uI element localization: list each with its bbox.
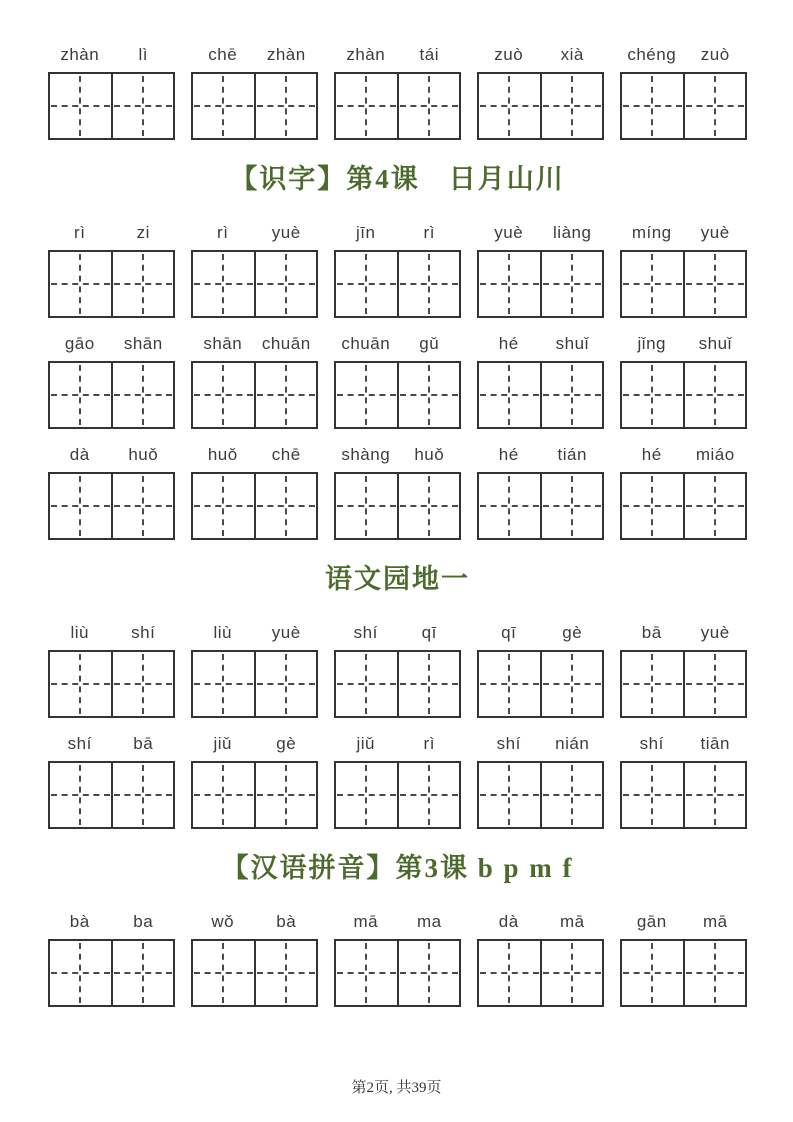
pinyin-label: [48, 44, 175, 66]
grid-cell: [622, 941, 685, 1005]
grid-cell: [685, 474, 746, 538]
grid-cell: [193, 763, 256, 827]
grid-cell: [113, 763, 174, 827]
pinyin-syllable: rì: [423, 734, 435, 753]
word-pair: [620, 222, 747, 318]
grid-cell: [479, 74, 542, 138]
pinyin-syllable: shān: [123, 334, 163, 353]
grid-cell: [113, 474, 174, 538]
writing-grid: [477, 250, 604, 318]
word-pair: [191, 622, 318, 718]
pinyin-label: [477, 444, 604, 466]
writing-grid: [191, 72, 318, 140]
grid-cell: [193, 363, 256, 427]
word-pair: [477, 333, 604, 429]
word-pair: [477, 733, 604, 829]
word-pair: [334, 333, 461, 429]
pinyin-label: [477, 333, 604, 355]
grid-cell: [399, 763, 460, 827]
grid-cell: [336, 941, 399, 1005]
pinyin-label: [620, 911, 747, 933]
grid-cell: [622, 363, 685, 427]
grid-cell: [193, 252, 256, 316]
grid-cell: [542, 763, 603, 827]
pinyin-syllable: chuān: [341, 334, 391, 353]
word-row: [48, 333, 747, 429]
grid-cell: [479, 363, 542, 427]
pinyin-syllable: chéng: [627, 45, 677, 64]
pinyin-label: [191, 733, 318, 755]
pinyin-syllable: zhàn: [60, 45, 100, 64]
writing-grid: [48, 761, 175, 829]
pinyin-syllable: dà: [498, 912, 519, 931]
grid-cell: [399, 652, 460, 716]
word-row: [48, 444, 747, 540]
grid-cell: [336, 474, 399, 538]
writing-grid: [620, 250, 747, 318]
word-pair: [334, 444, 461, 540]
pinyin-syllable: chē: [271, 445, 301, 464]
pinyin-syllable: tái: [419, 45, 439, 64]
grid-cell: [50, 652, 113, 716]
writing-grid: [334, 939, 461, 1007]
pinyin-syllable: mā: [353, 912, 379, 931]
pinyin-syllable: ma: [416, 912, 442, 931]
pinyin-syllable: gè: [276, 734, 297, 753]
writing-grid: [334, 472, 461, 540]
grid-cell: [542, 74, 603, 138]
pinyin-syllable: shān: [203, 334, 243, 353]
grid-cell: [256, 363, 317, 427]
writing-grid: [48, 650, 175, 718]
grid-cell: [113, 941, 174, 1005]
word-pair: [48, 44, 175, 140]
section-heading: 语文园地一: [325, 564, 470, 594]
writing-grid: [48, 361, 175, 429]
pinyin-syllable: huǒ: [414, 445, 445, 464]
grid-cell: [336, 252, 399, 316]
pinyin-label: [334, 911, 461, 933]
writing-grid: [48, 72, 175, 140]
word-row: [48, 622, 747, 718]
pinyin-syllable: dà: [69, 445, 90, 464]
writing-grid: [334, 72, 461, 140]
grid-cell: [542, 252, 603, 316]
pinyin-syllable: gān: [636, 912, 667, 931]
grid-cell: [113, 252, 174, 316]
pinyin-label: [334, 622, 461, 644]
grid-cell: [685, 252, 746, 316]
word-pair: [334, 733, 461, 829]
writing-grid: [477, 361, 604, 429]
pinyin-syllable: miáo: [695, 445, 735, 464]
grid-cell: [479, 652, 542, 716]
pinyin-syllable: zhàn: [346, 45, 386, 64]
grid-cell: [50, 363, 113, 427]
pinyin-syllable: qī: [421, 623, 437, 642]
pinyin-syllable: hé: [498, 445, 519, 464]
pinyin-label: [191, 622, 318, 644]
pinyin-syllable: chē: [208, 45, 238, 64]
word-pair: [191, 444, 318, 540]
pinyin-syllable: zuò: [494, 45, 524, 64]
pinyin-syllable: rì: [217, 223, 229, 242]
writing-grid: [334, 650, 461, 718]
grid-cell: [399, 474, 460, 538]
pinyin-label: [191, 222, 318, 244]
pinyin-syllable: wǒ: [211, 912, 235, 931]
pinyin-label: [191, 333, 318, 355]
pinyin-syllable: bà: [69, 912, 90, 931]
grid-cell: [336, 74, 399, 138]
pinyin-syllable: gǔ: [419, 334, 440, 353]
word-pair: [48, 622, 175, 718]
pinyin-syllable: zuò: [700, 45, 730, 64]
pinyin-syllable: jiǔ: [356, 734, 375, 753]
writing-grid: [477, 72, 604, 140]
word-row: [48, 911, 747, 1007]
grid-cell: [479, 941, 542, 1005]
writing-grid: [191, 472, 318, 540]
pinyin-syllable: shí: [67, 734, 92, 753]
word-pair: [191, 222, 318, 318]
pinyin-syllable: gāo: [64, 334, 95, 353]
grid-cell: [399, 252, 460, 316]
pinyin-label: [620, 333, 747, 355]
pinyin-label: [191, 444, 318, 466]
pinyin-syllable: huǒ: [128, 445, 159, 464]
pinyin-syllable: ba: [133, 912, 154, 931]
pinyin-label: [48, 222, 175, 244]
writing-grid: [191, 939, 318, 1007]
grid-cell: [336, 652, 399, 716]
pinyin-syllable: yuè: [494, 223, 524, 242]
grid-cell: [256, 763, 317, 827]
pinyin-syllable: jīn: [356, 223, 376, 242]
word-pair: [620, 622, 747, 718]
pinyin-syllable: xià: [560, 45, 584, 64]
pinyin-syllable: shuǐ: [698, 334, 732, 353]
writing-grid: [620, 72, 747, 140]
word-pair: [620, 911, 747, 1007]
pinyin-syllable: yuè: [700, 223, 730, 242]
section-heading: 【识字】第4课 日月山川: [230, 164, 565, 194]
pinyin-syllable: zhàn: [266, 45, 306, 64]
grid-cell: [622, 474, 685, 538]
word-pair: [620, 733, 747, 829]
pinyin-label: [477, 44, 604, 66]
pinyin-syllable: jǐng: [637, 334, 666, 353]
grid-cell: [256, 941, 317, 1005]
grid-cell: [113, 74, 174, 138]
pinyin-syllable: zi: [136, 223, 150, 242]
grid-cell: [399, 363, 460, 427]
pinyin-label: [477, 911, 604, 933]
grid-cell: [256, 652, 317, 716]
grid-cell: [50, 474, 113, 538]
pinyin-syllable: bà: [276, 912, 297, 931]
pinyin-label: [48, 333, 175, 355]
writing-grid: [334, 361, 461, 429]
grid-cell: [479, 474, 542, 538]
grid-cell: [622, 74, 685, 138]
grid-cell: [542, 363, 603, 427]
writing-grid: [191, 761, 318, 829]
grid-cell: [193, 74, 256, 138]
writing-grid: [334, 250, 461, 318]
writing-grid: [477, 761, 604, 829]
writing-grid: [48, 939, 175, 1007]
pinyin-syllable: huǒ: [207, 445, 238, 464]
pinyin-label: [620, 444, 747, 466]
pinyin-label: [334, 222, 461, 244]
pinyin-label: [48, 622, 175, 644]
grid-cell: [622, 252, 685, 316]
pinyin-syllable: míng: [631, 223, 672, 242]
grid-cell: [256, 74, 317, 138]
word-pair: [620, 333, 747, 429]
writing-grid: [620, 761, 747, 829]
pinyin-label: [334, 733, 461, 755]
writing-grid: [620, 650, 747, 718]
grid-cell: [399, 74, 460, 138]
grid-cell: [685, 941, 746, 1005]
word-pair: [48, 222, 175, 318]
pinyin-label: [334, 444, 461, 466]
pinyin-label: [620, 44, 747, 66]
grid-cell: [193, 652, 256, 716]
pinyin-label: [191, 911, 318, 933]
writing-grid: [477, 472, 604, 540]
pinyin-label: [191, 44, 318, 66]
grid-cell: [193, 941, 256, 1005]
pinyin-syllable: tián: [557, 445, 587, 464]
pinyin-syllable: rì: [74, 223, 86, 242]
grid-cell: [336, 363, 399, 427]
pinyin-label: [477, 222, 604, 244]
pinyin-syllable: shí: [131, 623, 156, 642]
pinyin-label: [477, 622, 604, 644]
word-pair: [48, 911, 175, 1007]
pinyin-syllable: liù: [70, 623, 89, 642]
pinyin-label: [620, 733, 747, 755]
pinyin-syllable: shí: [639, 734, 664, 753]
pinyin-label: [48, 911, 175, 933]
pinyin-syllable: qī: [501, 623, 517, 642]
worksheet-content: [48, 44, 747, 1007]
writing-grid: [48, 250, 175, 318]
page-number: 第2页, 共39页: [351, 1080, 442, 1096]
grid-cell: [685, 363, 746, 427]
grid-cell: [685, 763, 746, 827]
grid-cell: [622, 652, 685, 716]
pinyin-syllable: chuān: [261, 334, 311, 353]
word-pair: [477, 622, 604, 718]
pinyin-syllable: liàng: [553, 223, 592, 242]
writing-grid: [191, 250, 318, 318]
grid-cell: [336, 763, 399, 827]
pinyin-syllable: rì: [423, 223, 435, 242]
word-row: [48, 222, 747, 318]
word-pair: [477, 444, 604, 540]
word-pair: [48, 444, 175, 540]
word-pair: [48, 733, 175, 829]
pinyin-label: [620, 222, 747, 244]
writing-grid: [48, 472, 175, 540]
grid-cell: [479, 763, 542, 827]
grid-cell: [256, 474, 317, 538]
grid-cell: [542, 941, 603, 1005]
word-pair: [334, 222, 461, 318]
grid-cell: [50, 763, 113, 827]
writing-grid: [191, 650, 318, 718]
pinyin-syllable: yuè: [271, 623, 301, 642]
grid-cell: [113, 652, 174, 716]
word-pair: [334, 44, 461, 140]
pinyin-label: [620, 622, 747, 644]
pinyin-syllable: jiǔ: [213, 734, 232, 753]
grid-cell: [685, 74, 746, 138]
writing-grid: [477, 650, 604, 718]
grid-cell: [113, 363, 174, 427]
word-pair: [334, 911, 461, 1007]
word-pair: [191, 911, 318, 1007]
pinyin-syllable: yuè: [271, 223, 301, 242]
grid-cell: [50, 74, 113, 138]
pinyin-syllable: shàng: [341, 445, 391, 464]
writing-grid: [620, 472, 747, 540]
word-pair: [48, 333, 175, 429]
pinyin-label: [334, 333, 461, 355]
pinyin-label: [334, 44, 461, 66]
pinyin-syllable: shí: [353, 623, 378, 642]
writing-grid: [334, 761, 461, 829]
pinyin-syllable: hé: [498, 334, 519, 353]
pinyin-syllable: bā: [133, 734, 154, 753]
grid-cell: [399, 941, 460, 1005]
grid-cell: [542, 652, 603, 716]
grid-cell: [256, 252, 317, 316]
writing-grid: [477, 939, 604, 1007]
grid-cell: [542, 474, 603, 538]
pinyin-syllable: mā: [559, 912, 585, 931]
pinyin-syllable: liù: [213, 623, 232, 642]
word-row: [48, 733, 747, 829]
word-row: [48, 44, 747, 140]
pinyin-syllable: bā: [641, 623, 662, 642]
writing-grid: [620, 939, 747, 1007]
word-pair: [477, 44, 604, 140]
word-pair: [477, 911, 604, 1007]
grid-cell: [193, 474, 256, 538]
pinyin-label: [48, 444, 175, 466]
pinyin-syllable: hé: [641, 445, 662, 464]
pinyin-syllable: nián: [555, 734, 590, 753]
grid-cell: [50, 941, 113, 1005]
grid-cell: [50, 252, 113, 316]
pinyin-label: [477, 733, 604, 755]
pinyin-syllable: mā: [702, 912, 728, 931]
grid-cell: [685, 652, 746, 716]
writing-grid: [620, 361, 747, 429]
word-pair: [620, 44, 747, 140]
writing-grid: [191, 361, 318, 429]
pinyin-syllable: gè: [562, 623, 583, 642]
word-pair: [477, 222, 604, 318]
section-heading: 【汉语拼音】第3课 b p m f: [221, 853, 574, 883]
pinyin-label: [48, 733, 175, 755]
word-pair: [191, 333, 318, 429]
word-pair: [191, 44, 318, 140]
word-pair: [334, 622, 461, 718]
grid-cell: [622, 763, 685, 827]
grid-cell: [479, 252, 542, 316]
word-pair: [191, 733, 318, 829]
pinyin-syllable: shí: [496, 734, 521, 753]
pinyin-syllable: tiān: [700, 734, 730, 753]
pinyin-syllable: yuè: [700, 623, 730, 642]
pinyin-syllable: shuǐ: [555, 334, 589, 353]
pinyin-syllable: lì: [138, 45, 148, 64]
word-pair: [620, 444, 747, 540]
